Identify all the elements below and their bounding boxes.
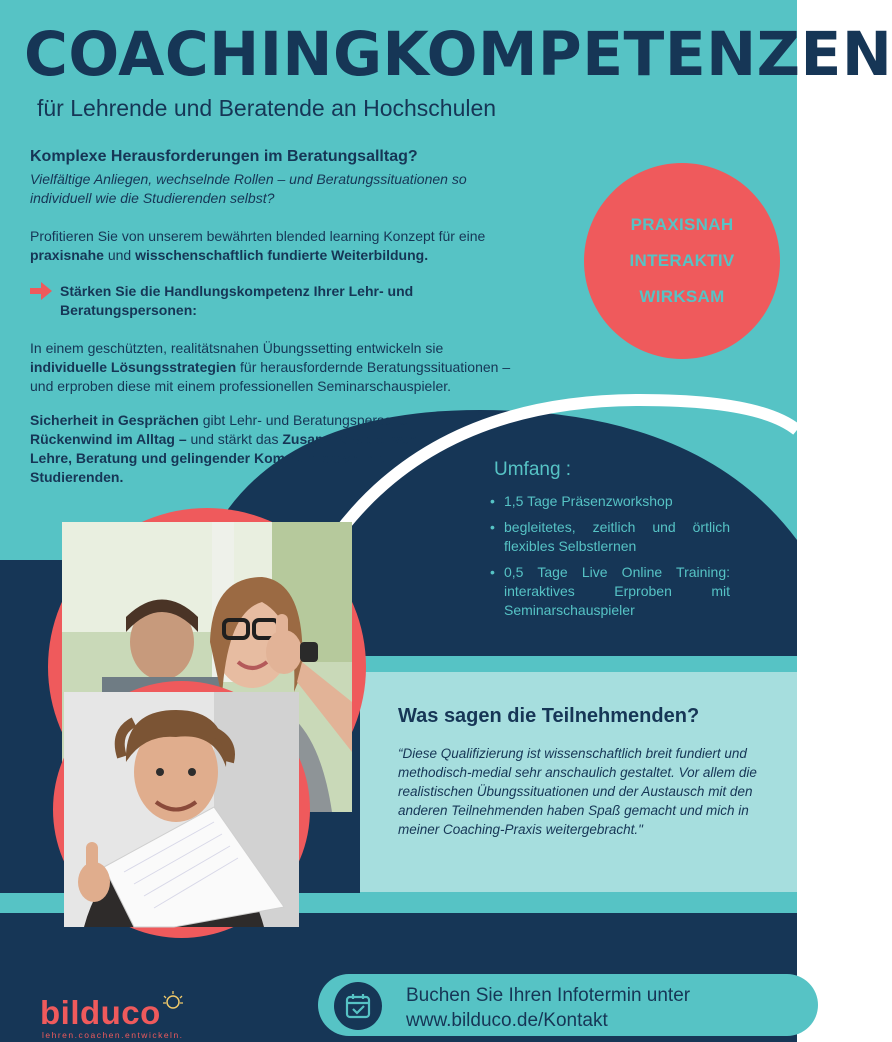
intro-paragraph-1: Profitieren Sie von unserem bewährten blended learning Konzept für eine praxisnahe und wisschenschaftlich fundierte Weiterbildung. bbox=[30, 228, 486, 263]
testimonial-quote: “Diese Qualifizierung ist wissenschaftlich breit fundiert und methodisch-medial sehr anschaulich gestaltet. Vor allem die realistischen Übungssituationen und der Austausch mit den anderen Teilnehmenden haben Spaß gemacht und mich in meiner Coaching-Praxis weitergebracht." bbox=[398, 746, 757, 837]
bilduco-logo[interactable] bbox=[40, 990, 184, 1032]
logo-tagline: lehren.coachen.entwickeln. bbox=[42, 1030, 184, 1040]
scope-item: • 1,5 Tage Präsenzworkshop bbox=[490, 492, 730, 511]
highlight-statement: Stärken Sie die Handlungskompetenz Ihrer Lehr- und Beratungspersonen: bbox=[60, 283, 414, 318]
cta-text[interactable] bbox=[406, 983, 690, 1033]
badge-line-1: PRAXISNAH bbox=[630, 215, 734, 234]
photo-man-with-paper bbox=[64, 692, 299, 927]
cta-url-link[interactable]: www.bilduco.de/Kontakt bbox=[406, 1010, 608, 1031]
feature-badge bbox=[584, 163, 780, 359]
badge-line-3: WIRKSAM bbox=[639, 287, 725, 306]
page-title: COACHINGKOMPETENZEN bbox=[24, 19, 892, 90]
intro-paragraph-2: In einem geschützten, realitätsnahen Übungssetting entwickeln sie individuelle Lösungsstrategien für herausfordernde Beratungssituationen – und erproben diese mit einem professionellen Seminarschauspieler. bbox=[30, 340, 511, 394]
intro-paragraph-3: Sicherheit in Gesprächen gibt Lehr- und Beratungspersonen Rückenwind im Alltag – und stärkt das Zusammenspiel von Lehre, Beratung und gelingender Kommunikation mit Studierenden. bbox=[30, 412, 417, 485]
scope-list bbox=[490, 492, 730, 627]
intro-question-sub: Vielfältige Anliegen, wechselnde Rollen – und Beratungssituationen so individuell wie die Studierenden selbst? bbox=[30, 171, 467, 206]
badge-line-2: INTERAKTIV bbox=[629, 251, 735, 270]
page-subtitle: für Lehrende und Beratende an Hochschulen bbox=[37, 95, 497, 121]
logo-wordmark: bilduco bbox=[40, 994, 161, 1031]
intro-question: Komplexe Herausforderungen im Beratungsalltag? bbox=[30, 148, 418, 165]
arrow-right-icon bbox=[30, 282, 52, 300]
calendar-icon bbox=[334, 982, 382, 1030]
scope-title: Umfang : bbox=[494, 459, 572, 480]
cta-line-1: Buchen Sie Ihren Infotermin unter bbox=[406, 985, 691, 1006]
lightbulb-icon bbox=[162, 990, 184, 1012]
scope-item: • begleitetes, zeitlich und örtlich flexibles Selbstlernen bbox=[490, 518, 730, 556]
testimonial-title: Was sagen die Teilnehmenden? bbox=[398, 705, 700, 727]
scope-item: • 0,5 Tage Live Online Training: interaktives Erproben mit Seminarschauspieler bbox=[490, 563, 730, 620]
